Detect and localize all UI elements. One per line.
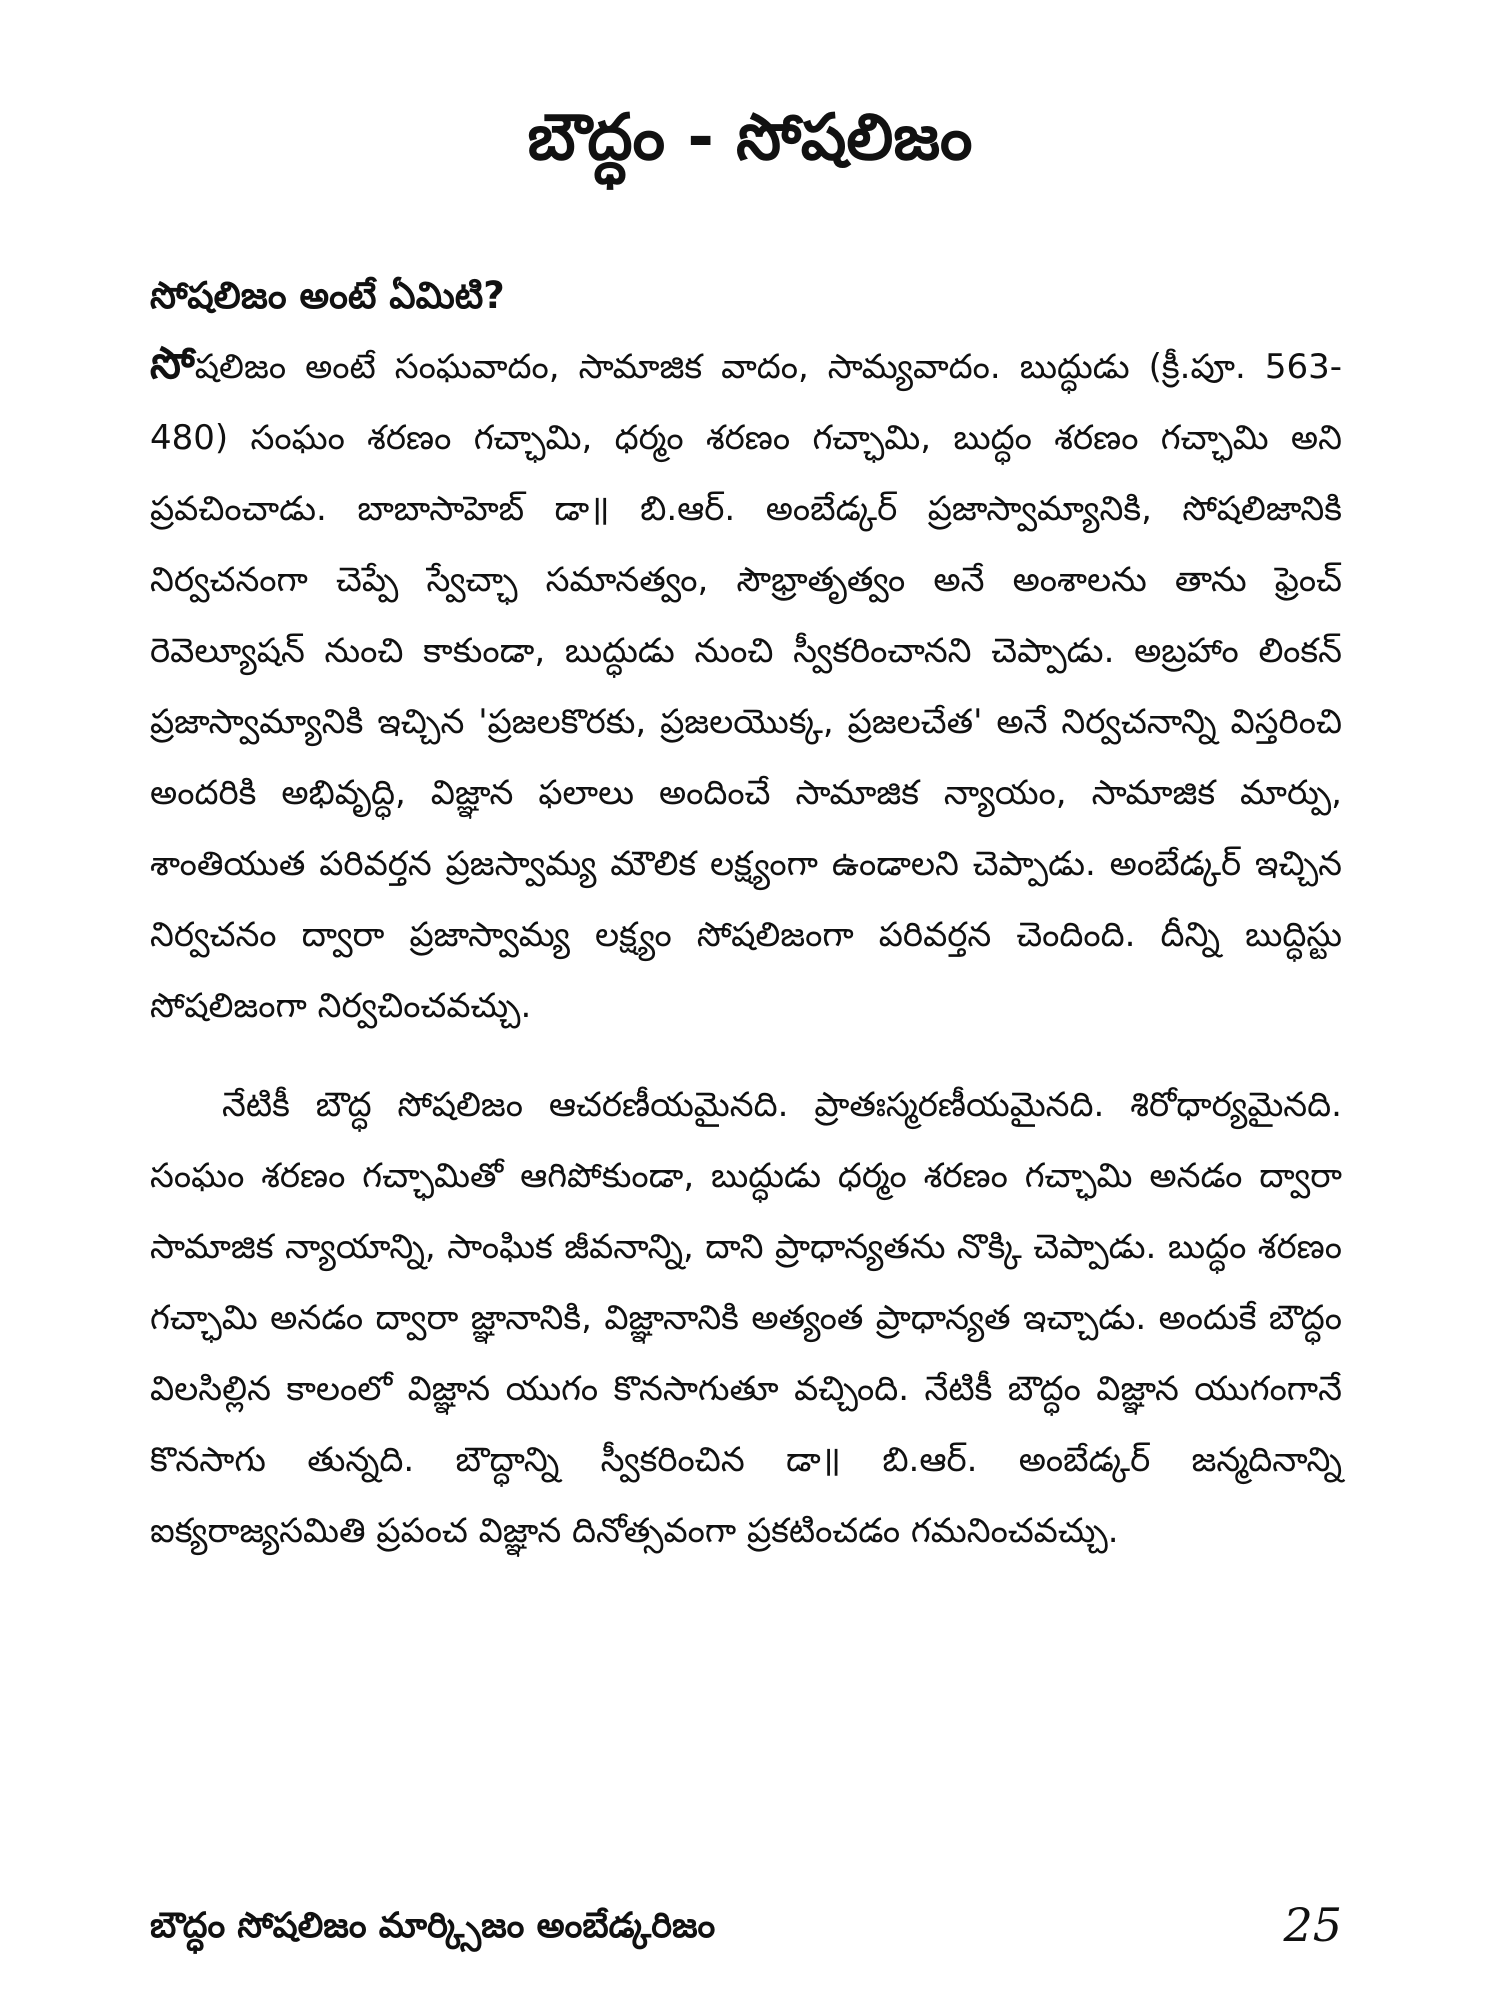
paragraph-2: నేటికీ బౌద్ధ సోషలిజం ఆచరణీయమైనది. ప్రాతఃస్మరణీయమైనది. శిరోధార్యమైనది. సంఘం శరణం గచ్ఛామితో ఆగిపోకుండా, బుద్ధుడు ధర్మం శరణం గచ్ఛామి అనడం ద్వారా సామాజిక న్యాయాన్ని, సాంఘిక జీవనాన్ని, దాని ప్రాధాన్యతను నొక్కి చెప్పాడు. బుద్ధం శరణం గచ్ఛామి అనడం ద్వారా జ్ఞానానికి, విజ్ఞానానికి అత్యంత ప్రాధాన్యత ఇచ్చాడు. అందుకే బౌద్ధం విలసిల్లిన కాలంలో విజ్ఞాన యుగం కొనసాగుతూ వచ్చింది. నేటికీ బౌద్ధం విజ్ఞాన యుగంగానే కొనసాగు తున్నది. బౌద్ధాన్ని స్వీకరించిన డా॥ బి.ఆర్. అంబేడ్కర్ జన్మదినాన్ని ఐక్యరాజ్యసమితి ప్రపంచ విజ్ఞాన దినోత్సవంగా ప్రకటించడం గమనించవచ్చు. bbox=[150, 1085, 1342, 1552]
page-title: బౌద్ధం - సోషలిజం bbox=[527, 101, 973, 175]
drop-cap: సో bbox=[150, 338, 195, 390]
page-number: 25 bbox=[1283, 1898, 1342, 1952]
section-heading: సోషలిజం అంటే ఏమిటి? bbox=[150, 274, 505, 317]
paragraph-1 bbox=[150, 328, 1342, 1042]
page-body bbox=[150, 272, 1342, 1567]
paragraph-1-text: షలిజం అంటే సంఘవాదం, సామాజిక వాదం, సామ్యవాదం. బుద్ధుడు (క్రీ.పూ. 563-480) సంఘం శరణం గచ్ఛామి, ధర్మం శరణం గచ్ఛామి, బుద్ధం శరణం గచ్ఛామి అని ప్రవచించాడు. బాబాసాహెబ్ డా॥ బి.ఆర్. అంబేడ్కర్ ప్రజాస్వామ్యానికి, సోషలిజానికి నిర్వచనంగా చెప్పే స్వేచ్ఛా సమానత్వం, సౌభ్రాతృత్వం అనే అంశాలను తాను ఫ్రెంచ్ రెవెల్యూషన్ నుంచి కాకుండా, బుద్ధుడు నుంచి స్వీకరించానని చెప్పాడు. అబ్రహాం లింకన్ ప్రజాస్వామ్యానికి ఇచ్చిన 'ప్రజలకొరకు, ప్రజలయొక్క, ప్రజలచేత' అనే నిర్వచనాన్ని విస్తరించి అందరికి అభివృద్ధి, విజ్ఞాన ఫలాలు అందించే సామాజిక న్యాయం, సామాజిక మార్పు, శాంతియుత పరివర్తన ప్రజస్వామ్య మౌలిక లక్ష్యంగా ఉండాలని చెప్పాడు. అంబేడ్కర్ ఇచ్చిన నిర్వచనం ద్వారా ప్రజాస్వామ్య లక్ష్యం సోషలిజంగా పరివర్తన చెందింది. దీన్ని బుద్ధిస్టు సోషలిజంగా నిర్వచించవచ్చు. bbox=[150, 347, 1342, 1027]
page-footer bbox=[150, 1898, 1342, 1958]
footer-book-title: బౌద్ధం సోషలిజం మార్క్సిజం అంబేడ్కరిజం bbox=[150, 1906, 716, 1946]
